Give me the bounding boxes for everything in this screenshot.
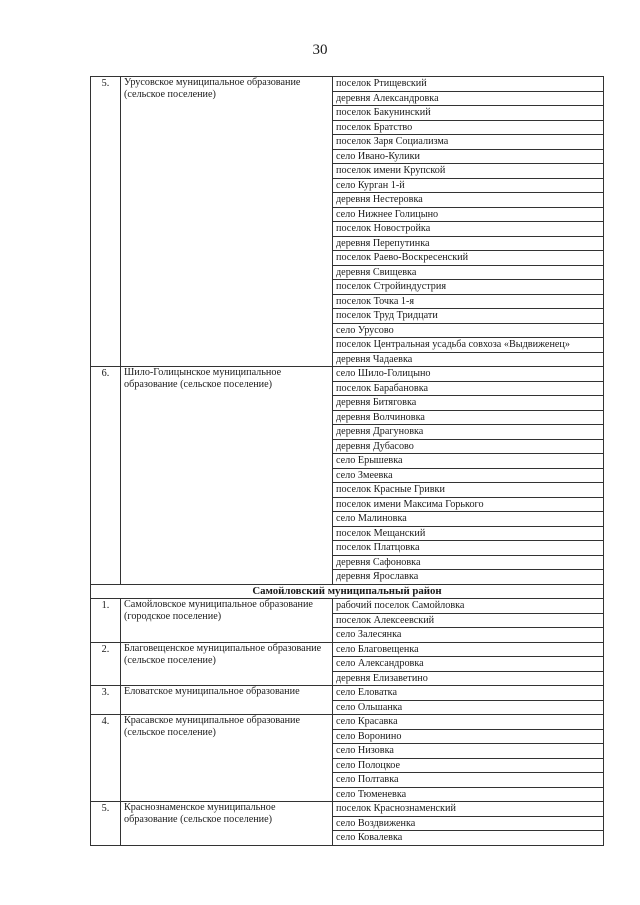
- page-number: 30: [312, 42, 328, 58]
- settlement-name: деревня Волчиновка: [333, 410, 604, 425]
- settlement-name: село Урусово: [333, 323, 604, 338]
- municipality-name: Шило-Голицынское муниципальное образование (сельское поселение): [121, 367, 333, 585]
- entry-number: 5.: [91, 77, 121, 367]
- entry-number: 1.: [91, 599, 121, 643]
- settlement-name: поселок Краснознаменский: [333, 802, 604, 817]
- settlement-name: деревня Нестеровка: [333, 193, 604, 208]
- municipality-name: Благовещенское муниципальное образование (сельское поселение): [121, 642, 333, 686]
- settlement-name: поселок Алексеевский: [333, 613, 604, 628]
- settlement-name: деревня Перепутинка: [333, 236, 604, 251]
- settlement-name: село Еловатка: [333, 686, 604, 701]
- settlement-name: поселок Платцовка: [333, 541, 604, 556]
- settlement-name: село Ивано-Кулики: [333, 149, 604, 164]
- settlement-name: село Воронино: [333, 729, 604, 744]
- settlement-name: поселок Стройиндустрия: [333, 280, 604, 295]
- settlement-name: село Воздвиженка: [333, 816, 604, 831]
- register-body: [91, 77, 604, 846]
- settlement-name: деревня Драгуновка: [333, 425, 604, 440]
- settlement-name: деревня Свищевка: [333, 265, 604, 280]
- municipality-name: Еловатское муниципальное образование: [121, 686, 333, 715]
- settlement-name: поселок Раево-Воскресенский: [333, 251, 604, 266]
- settlement-name: поселок Ртищевский: [333, 77, 604, 92]
- district-title: Самойловский муниципальный район: [91, 584, 604, 599]
- settlement-name: деревня Дубасово: [333, 439, 604, 454]
- district-header-row: [91, 584, 604, 599]
- settlement-name: село Малиновка: [333, 512, 604, 527]
- table-row: [91, 715, 604, 730]
- settlement-name: село Низовка: [333, 744, 604, 759]
- settlement-name: деревня Елизаветино: [333, 671, 604, 686]
- entry-number: 4.: [91, 715, 121, 802]
- settlement-name: поселок имени Крупской: [333, 164, 604, 179]
- municipality-name: Самойловское муниципальное образование (городское поселение): [121, 599, 333, 643]
- settlement-name: поселок Братство: [333, 120, 604, 135]
- settlement-name: село Ерышевка: [333, 454, 604, 469]
- settlement-name: село Александровка: [333, 657, 604, 672]
- settlements-register-table: [90, 76, 604, 846]
- municipality-name: Красавское муниципальное образование (сельское поселение): [121, 715, 333, 802]
- settlement-name: село Нижнее Голицыно: [333, 207, 604, 222]
- settlement-name: село Шило-Голицыно: [333, 367, 604, 382]
- settlement-name: деревня Битяговка: [333, 396, 604, 411]
- entry-number: 5.: [91, 802, 121, 846]
- entry-number: 6.: [91, 367, 121, 585]
- settlement-name: рабочий поселок Самойловка: [333, 599, 604, 614]
- settlement-name: поселок Красные Гривки: [333, 483, 604, 498]
- settlement-name: село Залесянка: [333, 628, 604, 643]
- settlement-name: поселок Труд Тридцати: [333, 309, 604, 324]
- municipality-name: Урусовское муниципальное образование (сельское поселение): [121, 77, 333, 367]
- settlement-name: село Ковалевка: [333, 831, 604, 846]
- municipality-name: Краснознаменское муниципальное образование (сельское поселение): [121, 802, 333, 846]
- settlement-name: село Полтавка: [333, 773, 604, 788]
- settlement-name: деревня Сафоновка: [333, 555, 604, 570]
- entry-number: 3.: [91, 686, 121, 715]
- table-row: [91, 802, 604, 817]
- settlement-name: поселок Центральная усадьба совхоза «Выдвиженец»: [333, 338, 604, 353]
- settlement-name: село Полоцкое: [333, 758, 604, 773]
- settlement-name: поселок Новостройка: [333, 222, 604, 237]
- settlement-name: деревня Александровка: [333, 91, 604, 106]
- settlement-name: поселок Точка 1-я: [333, 294, 604, 309]
- settlement-name: село Ольшанка: [333, 700, 604, 715]
- settlement-name: поселок Мещанский: [333, 526, 604, 541]
- table-row: [91, 686, 604, 701]
- settlement-name: село Тюменевка: [333, 787, 604, 802]
- table-row: [91, 642, 604, 657]
- settlement-name: поселок Бакунинский: [333, 106, 604, 121]
- table-row: [91, 599, 604, 614]
- settlement-name: поселок Заря Социализма: [333, 135, 604, 150]
- settlement-name: село Курган 1-й: [333, 178, 604, 193]
- settlement-name: село Змеевка: [333, 468, 604, 483]
- settlement-name: деревня Чадаевка: [333, 352, 604, 367]
- table-row: [91, 77, 604, 92]
- settlement-name: поселок Барабановка: [333, 381, 604, 396]
- settlement-name: деревня Ярославка: [333, 570, 604, 585]
- settlement-name: поселок имени Максима Горького: [333, 497, 604, 512]
- entry-number: 2.: [91, 642, 121, 686]
- settlement-name: село Красавка: [333, 715, 604, 730]
- table-row: [91, 367, 604, 382]
- settlement-name: село Благовещенка: [333, 642, 604, 657]
